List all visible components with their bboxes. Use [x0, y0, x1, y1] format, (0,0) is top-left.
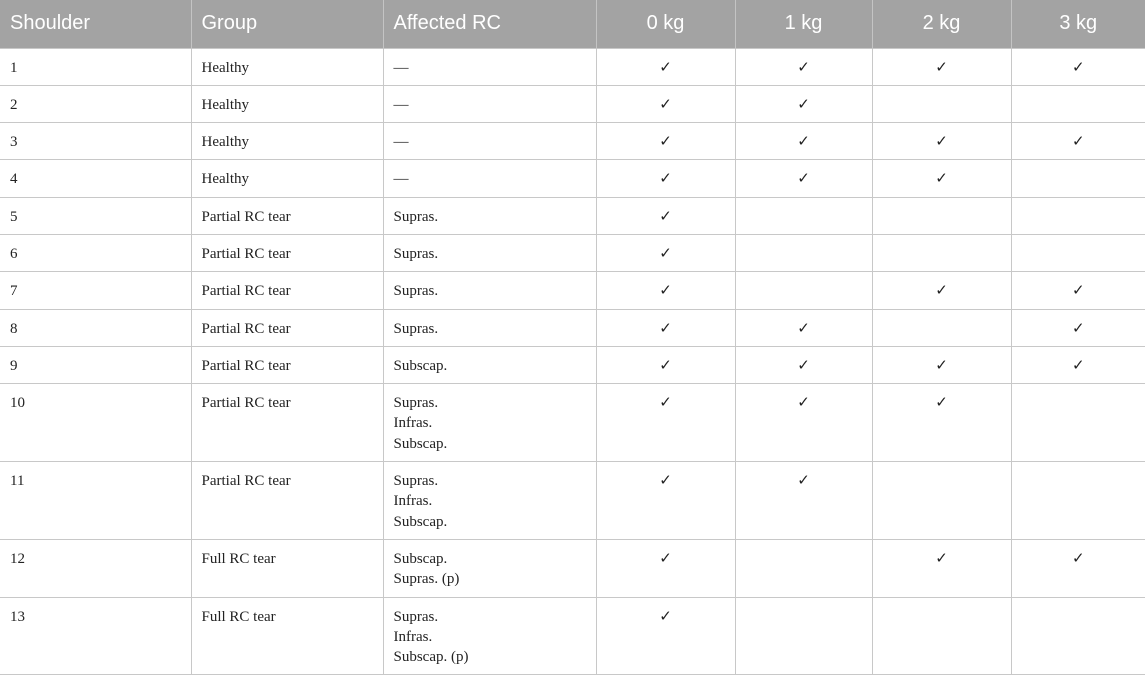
load-0kg-cell	[596, 346, 735, 383]
group-cell: Full RC tear	[191, 597, 383, 675]
load-3kg-cell	[1011, 597, 1145, 675]
check-mark-icon: ✓	[659, 357, 672, 374]
affected-rc-cell	[383, 539, 596, 597]
affected-rc-line: Supras. (p)	[393, 571, 460, 588]
table-row	[0, 597, 1145, 675]
table-row	[0, 462, 1145, 540]
shoulder-cell: 4	[0, 160, 191, 197]
header-affected-rc: Affected RC	[383, 0, 596, 48]
load-3kg-cell	[1011, 123, 1145, 160]
load-2kg-cell	[872, 462, 1011, 540]
check-mark-icon: ✓	[659, 96, 672, 113]
load-3kg-cell	[1011, 384, 1145, 462]
check-mark-icon: ✓	[659, 608, 672, 625]
affected-rc-cell	[383, 384, 596, 462]
affected-rc-cell	[383, 85, 596, 122]
shoulder-cell: 8	[0, 309, 191, 346]
affected-rc-cell	[383, 597, 596, 675]
shoulder-cell: 6	[0, 234, 191, 271]
load-2kg-cell	[872, 234, 1011, 271]
affected-rc-line: Supras.	[393, 473, 439, 490]
affected-rc-cell	[383, 197, 596, 234]
shoulder-cell: 13	[0, 597, 191, 675]
affected-rc-line: Subscap.	[393, 513, 448, 530]
header-2kg: 2 kg	[872, 0, 1011, 48]
check-mark-icon: ✓	[659, 134, 672, 151]
check-mark-icon: ✓	[659, 283, 672, 300]
load-3kg-cell	[1011, 48, 1145, 85]
check-mark-icon: ✓	[935, 59, 948, 76]
load-2kg-cell	[872, 197, 1011, 234]
check-mark-icon: ✓	[935, 395, 948, 412]
check-mark-icon: ✓	[1071, 320, 1085, 337]
load-0kg-cell	[596, 384, 735, 462]
load-2kg-cell	[872, 539, 1011, 597]
shoulder-cell: 3	[0, 123, 191, 160]
affected-rc-cell	[383, 160, 596, 197]
group-cell: Partial RC tear	[191, 309, 383, 346]
check-mark-icon: ✓	[935, 171, 948, 188]
check-mark-icon: ✓	[659, 208, 672, 225]
affected-rc-cell	[383, 123, 596, 160]
affected-rc-line: —	[393, 59, 409, 76]
load-1kg-cell	[735, 346, 872, 383]
load-0kg-cell	[596, 539, 735, 597]
affected-rc-line: Infras.	[393, 628, 433, 645]
header-shoulder: Shoulder	[0, 0, 191, 48]
load-3kg-cell	[1011, 197, 1145, 234]
affected-rc-line: Subscap.	[393, 435, 448, 452]
shoulder-cell: 7	[0, 272, 191, 309]
load-2kg-cell	[872, 597, 1011, 675]
affected-rc-line: Supras.	[393, 245, 439, 262]
load-1kg-cell	[735, 384, 872, 462]
load-1kg-cell	[735, 160, 872, 197]
load-1kg-cell	[735, 197, 872, 234]
header-1kg: 1 kg	[735, 0, 872, 48]
check-mark-icon: ✓	[935, 357, 948, 374]
load-3kg-cell	[1011, 539, 1145, 597]
check-mark-icon: ✓	[935, 134, 948, 151]
load-2kg-cell	[872, 85, 1011, 122]
group-cell: Partial RC tear	[191, 384, 383, 462]
header-3kg: 3 kg	[1059, 12, 1098, 35]
load-2kg-cell	[872, 160, 1011, 197]
shoulder-cell: 1	[0, 48, 191, 85]
check-mark-icon: ✓	[797, 96, 810, 113]
affected-rc-line: Supras.	[393, 320, 439, 337]
table-row	[0, 85, 1145, 122]
load-0kg-cell	[596, 123, 735, 160]
load-0kg-cell	[596, 272, 735, 309]
load-3kg-cell	[1011, 234, 1145, 271]
affected-rc-line: —	[393, 96, 409, 113]
load-2kg-cell	[872, 272, 1011, 309]
check-mark-icon: ✓	[797, 320, 810, 337]
affected-rc-line: —	[393, 171, 409, 188]
load-0kg-cell	[596, 160, 735, 197]
table-row	[0, 197, 1145, 234]
header-row	[0, 0, 1145, 48]
affected-rc-line: Subscap. (p)	[393, 649, 469, 666]
affected-rc-cell	[383, 346, 596, 383]
shoulder-cell: 9	[0, 346, 191, 383]
load-3kg-cell	[1011, 462, 1145, 540]
check-mark-icon: ✓	[659, 59, 672, 76]
affected-rc-cell	[383, 48, 596, 85]
check-mark-icon: ✓	[659, 550, 672, 567]
load-3kg-cell	[1011, 160, 1145, 197]
check-mark-icon: ✓	[797, 134, 810, 151]
load-2kg-cell	[872, 346, 1011, 383]
check-mark-icon: ✓	[935, 283, 948, 300]
affected-rc-line: Infras.	[393, 493, 433, 510]
affected-rc-cell	[383, 309, 596, 346]
check-mark-icon: ✓	[1071, 134, 1085, 151]
load-2kg-cell	[872, 48, 1011, 85]
group-cell: Partial RC tear	[191, 346, 383, 383]
table-row	[0, 539, 1145, 597]
check-mark-icon: ✓	[797, 395, 810, 412]
load-0kg-cell	[596, 597, 735, 675]
load-0kg-cell	[596, 234, 735, 271]
group-cell: Healthy	[191, 48, 383, 85]
group-cell: Partial RC tear	[191, 462, 383, 540]
affected-rc-line: Supras.	[393, 395, 439, 412]
group-cell: Healthy	[191, 160, 383, 197]
load-1kg-cell	[735, 462, 872, 540]
header-0kg: 0 kg	[596, 0, 735, 48]
load-2kg-cell	[872, 384, 1011, 462]
load-1kg-cell	[735, 234, 872, 271]
check-mark-icon: ✓	[797, 473, 810, 490]
load-1kg-cell	[735, 597, 872, 675]
load-0kg-cell	[596, 462, 735, 540]
shoulder-cell: 11	[0, 462, 191, 540]
load-1kg-cell	[735, 539, 872, 597]
load-3kg-cell	[1011, 85, 1145, 122]
group-cell: Partial RC tear	[191, 197, 383, 234]
group-cell: Partial RC tear	[191, 272, 383, 309]
load-2kg-cell	[872, 123, 1011, 160]
affected-rc-line: —	[393, 134, 409, 151]
affected-rc-cell	[383, 234, 596, 271]
table-row	[0, 160, 1145, 197]
group-cell: Healthy	[191, 85, 383, 122]
table-row	[0, 234, 1145, 271]
shoulder-cell: 5	[0, 197, 191, 234]
affected-rc-line: Subscap.	[393, 357, 448, 374]
header-group: Group	[191, 0, 383, 48]
check-mark-icon: ✓	[1071, 550, 1085, 567]
check-mark-icon: ✓	[659, 245, 672, 262]
load-1kg-cell	[735, 85, 872, 122]
affected-rc-line: Supras.	[393, 608, 439, 625]
affected-rc-line: Subscap.	[393, 550, 448, 567]
table-row	[0, 309, 1145, 346]
table-header	[0, 0, 1145, 48]
check-mark-icon: ✓	[659, 473, 672, 490]
load-0kg-cell	[596, 48, 735, 85]
load-1kg-cell	[735, 272, 872, 309]
table-body	[0, 48, 1145, 675]
affected-rc-line: Supras.	[393, 283, 439, 300]
group-cell: Partial RC tear	[191, 234, 383, 271]
check-mark-icon: ✓	[797, 171, 810, 188]
table-row	[0, 48, 1145, 85]
table-row	[0, 346, 1145, 383]
load-0kg-cell	[596, 197, 735, 234]
affected-rc-cell	[383, 462, 596, 540]
group-cell: Full RC tear	[191, 539, 383, 597]
table-row	[0, 384, 1145, 462]
load-3kg-cell	[1011, 272, 1145, 309]
check-mark-icon: ✓	[659, 320, 672, 337]
table-row	[0, 272, 1145, 309]
load-3kg-cell	[1011, 346, 1145, 383]
affected-rc-cell	[383, 272, 596, 309]
check-mark-icon: ✓	[797, 59, 810, 76]
load-1kg-cell	[735, 123, 872, 160]
shoulder-cell: 2	[0, 85, 191, 122]
check-mark-icon: ✓	[1071, 357, 1085, 374]
check-mark-icon: ✓	[659, 171, 672, 188]
load-0kg-cell	[596, 85, 735, 122]
load-3kg-cell	[1011, 309, 1145, 346]
check-mark-icon: ✓	[1071, 283, 1085, 300]
affected-rc-line: Supras.	[393, 208, 439, 225]
table-row	[0, 123, 1145, 160]
load-2kg-cell	[872, 309, 1011, 346]
shoulder-cell: 12	[0, 539, 191, 597]
group-cell: Healthy	[191, 123, 383, 160]
check-mark-icon: ✓	[1071, 59, 1085, 76]
check-mark-icon: ✓	[797, 357, 810, 374]
check-mark-icon: ✓	[935, 550, 948, 567]
affected-rc-line: Infras.	[393, 415, 433, 432]
check-mark-icon: ✓	[659, 395, 672, 412]
load-1kg-cell	[735, 48, 872, 85]
load-1kg-cell	[735, 309, 872, 346]
shoulder-cell: 10	[0, 384, 191, 462]
load-0kg-cell	[596, 309, 735, 346]
